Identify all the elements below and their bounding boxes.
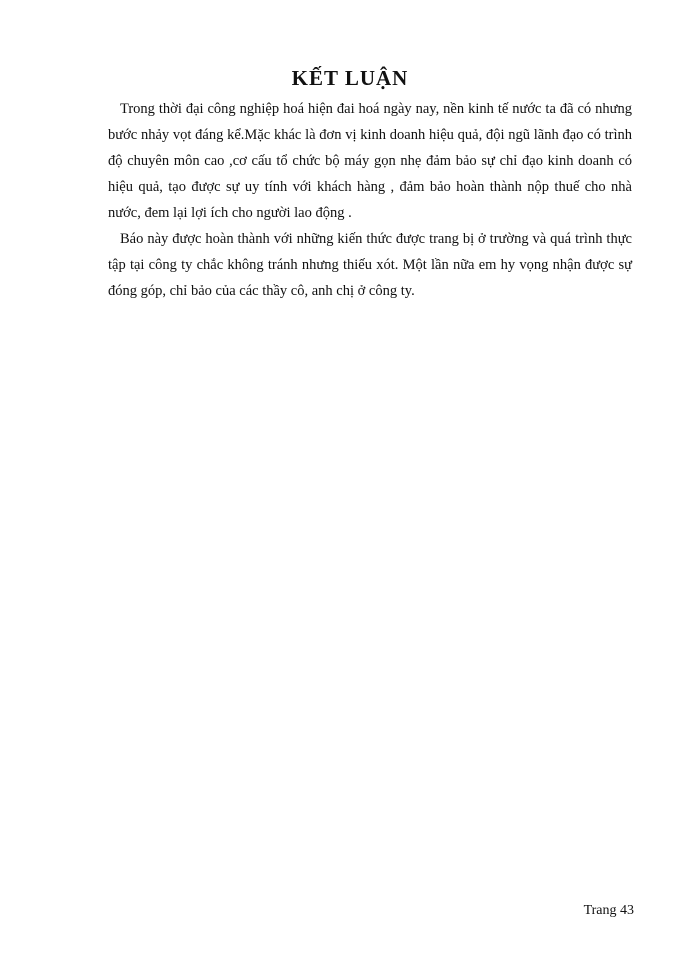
page-number: Trang 43 [583, 903, 634, 918]
paragraph-1: Trong thời đại công nghiệp hoá hiện đai hoá ngày nay, nền kinh tế nước ta đã có nhưng bước nhảy vọt đáng kể.Mặc khác là đơn vị kinh doanh hiệu quả, đội ngũ lãnh đạo có trình độ chuyên môn cao ,cơ cấu tổ chức bộ máy gọn nhẹ đảm bảo sự chỉ đạo kinh doanh có hiệu quả, tạo được sự uy tính với khách hàng , đảm bảo hoàn thành nộp thuế cho nhà nước, đem lại lợi ích cho người lao động . [108, 101, 632, 221]
page-title: KẾT LUẬN [291, 66, 409, 90]
paragraph-2: Báo này được hoàn thành với những kiến thức được trang bị ở trường và quá trình thực tập tại công ty chắc không tránh nhưng thiếu xót. Một lần nữa em hy vọng nhận được sự đóng góp, chỉ bảo của các thầy cô, anh chị ở công ty. [108, 231, 632, 299]
body-text [108, 96, 632, 304]
